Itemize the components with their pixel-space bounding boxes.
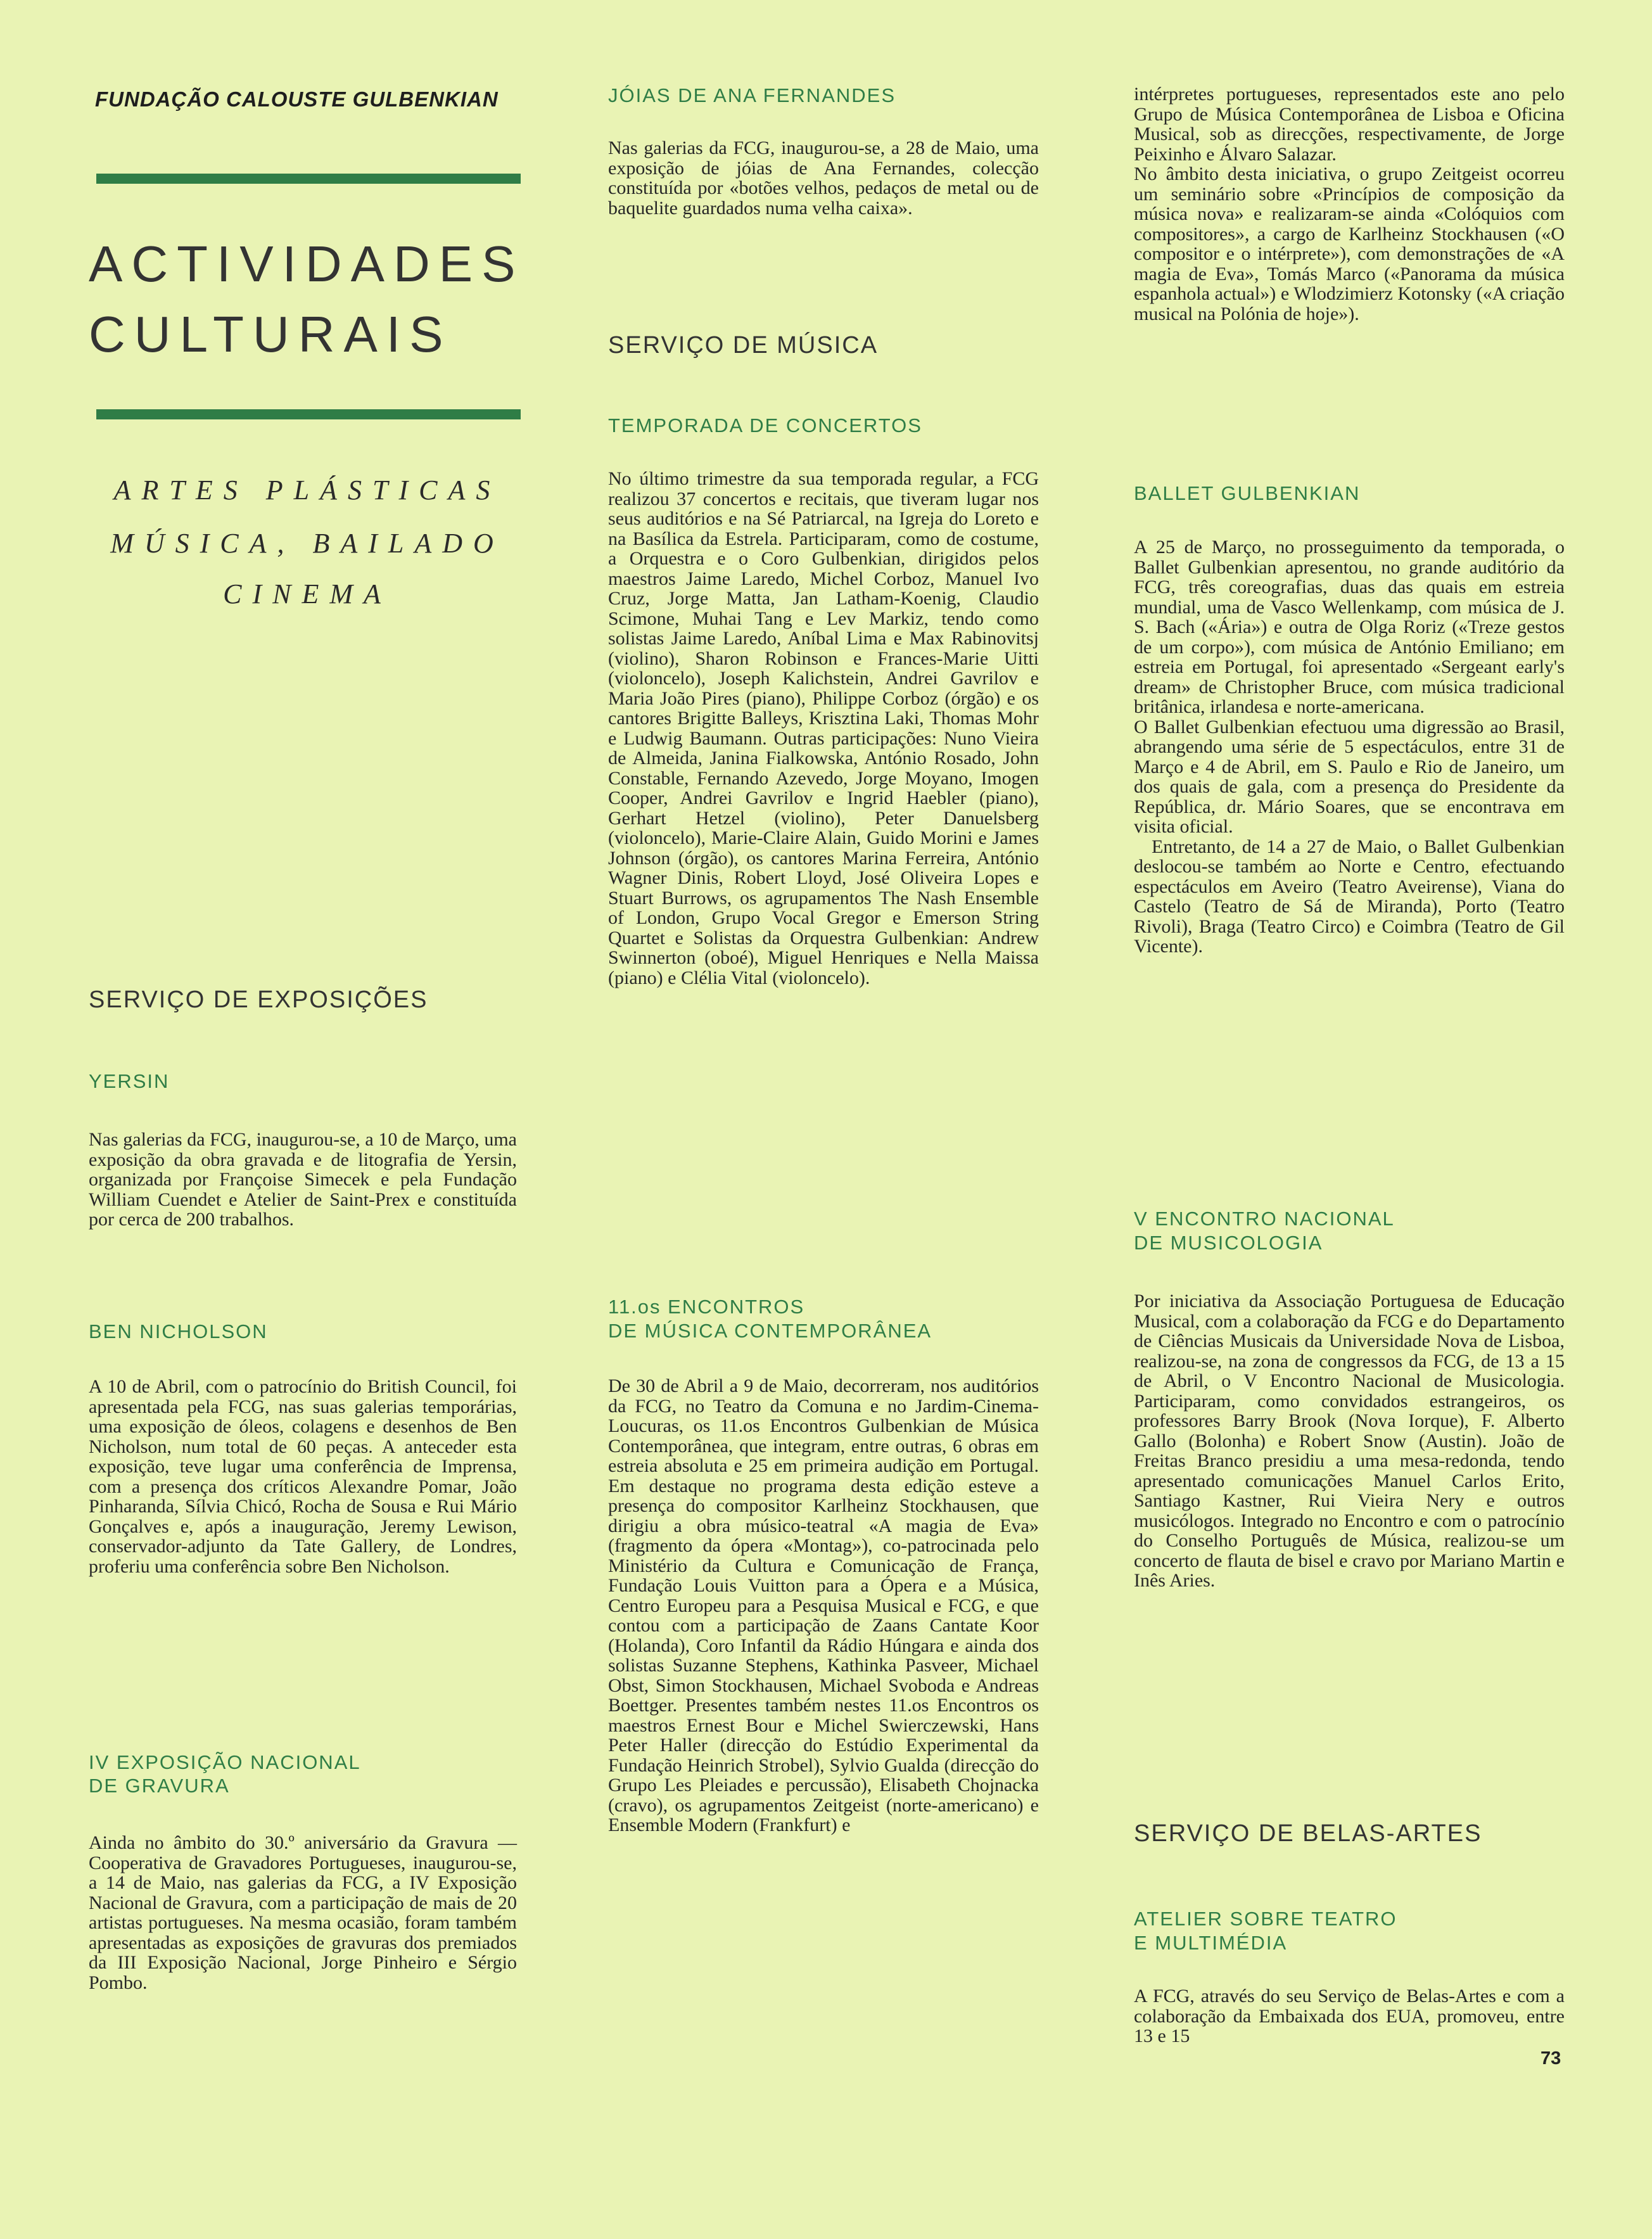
top-divider-bar <box>96 174 521 184</box>
section-title-line2: CULTURAIS <box>89 306 452 362</box>
subtitle-line3: CINEMA <box>223 578 391 609</box>
heading-joias: JÓIAS DE ANA FERNANDES <box>608 84 896 106</box>
heading-gravura-line1: IV EXPOSIÇÃO NACIONAL <box>89 1751 361 1773</box>
subtitle-line2: MÚSICA, BAILADO <box>110 528 504 559</box>
heading-servico-musica: SERVIÇO DE MÚSICA <box>608 332 879 359</box>
article-encontros <box>608 1376 1039 1835</box>
heading-temporada: TEMPORADA DE CONCERTOS <box>608 414 922 437</box>
section-title-line1: ACTIVIDADES <box>89 236 524 292</box>
organization-name: FUNDAÇÃO CALOUSTE GULBENKIAN <box>95 87 499 111</box>
paragraph: Entretanto, de 14 a 27 de Maio, o Ballet Gulbenkian deslocou-se também ao Norte e Centro, efectuando espectáculos em Aveiro (Teatro Aveirense), Viana do Castelo (Teatro de Sá de Miranda), Porto (Teatro Rivoli), Braga (Teatro Circo) e Coimbra (Teatro de Gil Vicente). <box>1134 836 1565 957</box>
heading-ben-nicholson: BEN NICHOLSON <box>89 1320 268 1343</box>
article-atelier <box>1134 1986 1565 2046</box>
bottom-divider-bar <box>96 409 521 419</box>
paragraph: O Ballet Gulbenkian efectuou uma digressão ao Brasil, abrangendo uma série de 5 espectáculos, entre 31 de Março e 4 de Abril, em S. Paulo e Rio de Janeiro, um dos quais de gala, com a presença do Presidente da República, dr. Mário Soares, que se encontrava em visita oficial. <box>1134 716 1565 837</box>
article-interpretes <box>1134 84 1565 324</box>
article-temporada <box>608 469 1039 988</box>
heading-atelier-line2: E MULTIMÉDIA <box>1134 1932 1288 1954</box>
paragraph: Nas galerias da FCG, inaugurou-se, a 28 de Maio, uma exposição de jóias de Ana Fernandes, colecção constituída por «botões velhos, pedaços de metal ou de baquelite guardados numa velha caixa». <box>608 137 1039 219</box>
paragraph: A 25 de Março, no prosseguimento da temporada, o Ballet Gulbenkian apresentou, no grande auditório da FCG, três coreografias, duas das quais em estreia mundial, uma de Vasco Wellenkamp, com música de J. S. Bach («Ária») e outra de Olga Roriz («Treze gestos de um corpo»), com música de António Emiliano; em estreia em Portugal, foi apresentado «Sergeant early's dream» de Christopher Bruce, com música tradicional britânica, irlandesa e norte-americana. <box>1134 537 1565 717</box>
paragraph: Por iniciativa da Associação Portuguesa de Educação Musical, com a colaboração da FCG e do Departamento de Ciências Musicais da Universidade Nova de Lisboa, realizou-se, na zona de congressos da FCG, de 13 a 15 de Abril, o V Encontro Nacional de Musicologia. Participaram, como convidados estrangeiros, os professores Barry Brook (Nova Iorque), F. Alberto Gallo (Bolonha) e Robert Snow (Austin). João de Freitas Branco presidiu a uma mesa-redonda, tendo apresentado comunicações Manuel Carlos Erito, Santiago Kastner, Rui Vieira Nery e outros musicólogos. Integrado no Encontro e com o patrocínio do Conselho Português de Música, realizou-se um concerto de flauta de bisel e cravo por Mariano Martin e Inês Aries. <box>1134 1291 1565 1591</box>
article-ballet <box>1134 537 1565 957</box>
paragraph: No último trimestre da sua temporada regular, a FCG realizou 37 concertos e recitais, que tiveram lugar nos seus auditórios e na Sé Patriarcal, na Igreja do Loreto e na Basílica da Estrela. Participaram, como de costume, a Orquestra e o Coro Gulbenkian, dirigidos pelos maestros Jaime Laredo, Michel Corboz, Manuel Ivo Cruz, Jorge Matta, Jan Latham-Koenig, Claudio Scimone, Muhai Tang e Lev Markiz, tendo como solistas Jaime Laredo, Aníbal Lima e Max Rabinovitsj (violino), Sharon Robinson e Frances-Marie Uitti (violoncelo), Joseph Kalichstein, Andrei Gavrilov e Maria João Pires (piano), Philippe Corboz (órgão) e os cantores Brigitte Balleys, Krisztina Laki, Thomas Mohr e Ludwig Baumann. Outras participações: Nuno Vieira de Almeida, Janina Fialkowska, António Rosado, John Constable, Fernando Azevedo, Jorge Moyano, Imogen Cooper, Andrei Gavrilov e Ingrid Haebler (piano), Gerhart Hetzel (violino), Peter Danuelsberg (violoncelo), Marie-Claire Alain, Guido Morini e James Johnson (órgão), os cantores Marina Ferreira, António Wagner Dinis, Robert Lloyd, José Oliveira Lopes e Stuart Burrows, os agrupamentos The Nash Ensemble of London, Grupo Vocal Gregor e Emerson String Quartet e Solistas da Orquestra Gulbenkian: Andrew Swinnerton (oboé), Miguel Henriques e Nella Maissa (piano) e Clélia Vital (violoncelo). <box>608 468 1039 988</box>
paragraph: A FCG, através do seu Serviço de Belas-Artes e com a colaboração da Embaixada dos EUA, promoveu, entre 13 e 15 <box>1134 1986 1565 2046</box>
heading-ballet: BALLET GULBENKIAN <box>1134 482 1361 504</box>
subtitle-line1: ARTES PLÁSTICAS <box>113 475 501 506</box>
heading-belas-artes: SERVIÇO DE BELAS-ARTES <box>1134 1820 1482 1847</box>
article-musicologia <box>1134 1291 1565 1591</box>
heading-yersin: YERSIN <box>89 1070 170 1092</box>
paragraph: No âmbito desta iniciativa, o grupo Zeitgeist ocorreu um seminário sobre «Princípios de composição da música nova» e realizaram-se ainda «Colóquios com compositores», a cargo de Karlheinz Stockhausen («O compositor e o intérprete»), com demonstrações de «A magia de Eva», Tomás Marco («Panorama da música espanhola actual») e Wlodzimierz Kotonsky («A criação musical na Polónia de hoje»). <box>1134 163 1565 324</box>
paragraph: Ainda no âmbito do 30.º aniversário da Gravura — Cooperativa de Gravadores Portugueses, inaugurou-se, a 14 de Maio, nas galerias da FCG, a IV Exposição Nacional de Gravura, com a participação de mais de 20 artistas portugueses. Na mesma ocasião, foram também apresentadas as exposições de gravuras dos premiados da III Exposição Nacional, Jorge Pinheiro e Sérgio Pombo. <box>89 1832 517 1993</box>
page-number: 73 <box>1541 2048 1561 2069</box>
heading-atelier-line1: ATELIER SOBRE TEATRO <box>1134 1908 1397 1930</box>
article-yersin <box>89 1130 517 1230</box>
article-joias <box>608 138 1039 218</box>
paragraph: intérpretes portugueses, representados este ano pelo Grupo de Música Contemporânea de Lisboa e Oficina Musical, sob as direcções, respectivamente, de Jorge Peixinho e Álvaro Salazar. <box>1134 84 1565 165</box>
paragraph: Nas galerias da FCG, inaugurou-se, a 10 de Março, uma exposição da obra gravada e de litografia de Yersin, organizada por Françoise Simecek e pela Fundação William Cuendet e Atelier de Saint-Prex e constituída por cerca de 200 trabalhos. <box>89 1129 517 1230</box>
heading-encontros-line1: 11.os ENCONTROS <box>608 1296 805 1318</box>
heading-musicologia-line2: DE MUSICOLOGIA <box>1134 1232 1323 1254</box>
article-gravura <box>89 1833 517 1993</box>
heading-musicologia-line1: V ENCONTRO NACIONAL <box>1134 1208 1395 1230</box>
heading-gravura-line2: DE GRAVURA <box>89 1775 230 1797</box>
article-ben-nicholson <box>89 1377 517 1576</box>
paragraph: A 10 de Abril, com o patrocínio do British Council, foi apresentada pela FCG, nas suas galerias temporárias, uma exposição de óleos, colagens e desenhos de Ben Nicholson, num total de 60 peças. A anteceder esta exposição, teve lugar uma conferência de Imprensa, com a presença dos críticos Alexandre Pomar, João Pinharanda, Sílvia Chicó, Rocha de Sousa e Rui Mário Gonçalves e, após a inauguração, Jeremy Lewison, conservador-adjunto da Tate Gallery, de Londres, proferiu uma conferência sobre Ben Nicholson. <box>89 1376 517 1577</box>
heading-servico-exposicoes: SERVIÇO DE EXPOSIÇÕES <box>89 986 428 1013</box>
heading-encontros-line2: DE MÚSICA CONTEMPORÂNEA <box>608 1320 932 1342</box>
paragraph: De 30 de Abril a 9 de Maio, decorreram, nos auditórios da FCG, no Teatro da Comuna e no Jardim-Cinema-Loucuras, os 11.os Encontros Gulbenkian de Música Contemporânea, que integram, entre outras, 6 obras em estreia absoluta e 25 em primeira audição em Portugal. Em destaque no programa desta edição esteve a presença do compositor Karlheinz Stockhausen, que dirigiu a obra músico-teatral «A magia de Eva» (fragmento da ópera «Montag»), co-patrocinada pelo Ministério da Cultura e Comunicação de França, Fundação Louis Vuitton para a Ópera e a Música, Centro Europeu para a Pesquisa Musical e FCG, e que contou com a participação de Zaans Cantate Koor (Holanda), Coro Infantil da Rádio Húngara e ainda dos solistas Suzanne Stephens, Kathinka Pasveer, Michael Obst, Simon Stockhausen, Michael Svoboda e Andreas Boettger. Presentes também nestes 11.os Encontros os maestros Ernest Bour e Michel Swierczewski, Hans Peter Haller (direcção do Estúdio Experimental da Fundação Heinrich Strobel), Sylvio Gualda (direcção do Grupo Les Pleiades e percussão), Elisabeth Chojnacka (cravo), os agrupamentos Zeitgeist (norte-americano) e Ensemble Modern (Frankfurt) e <box>608 1375 1039 1835</box>
